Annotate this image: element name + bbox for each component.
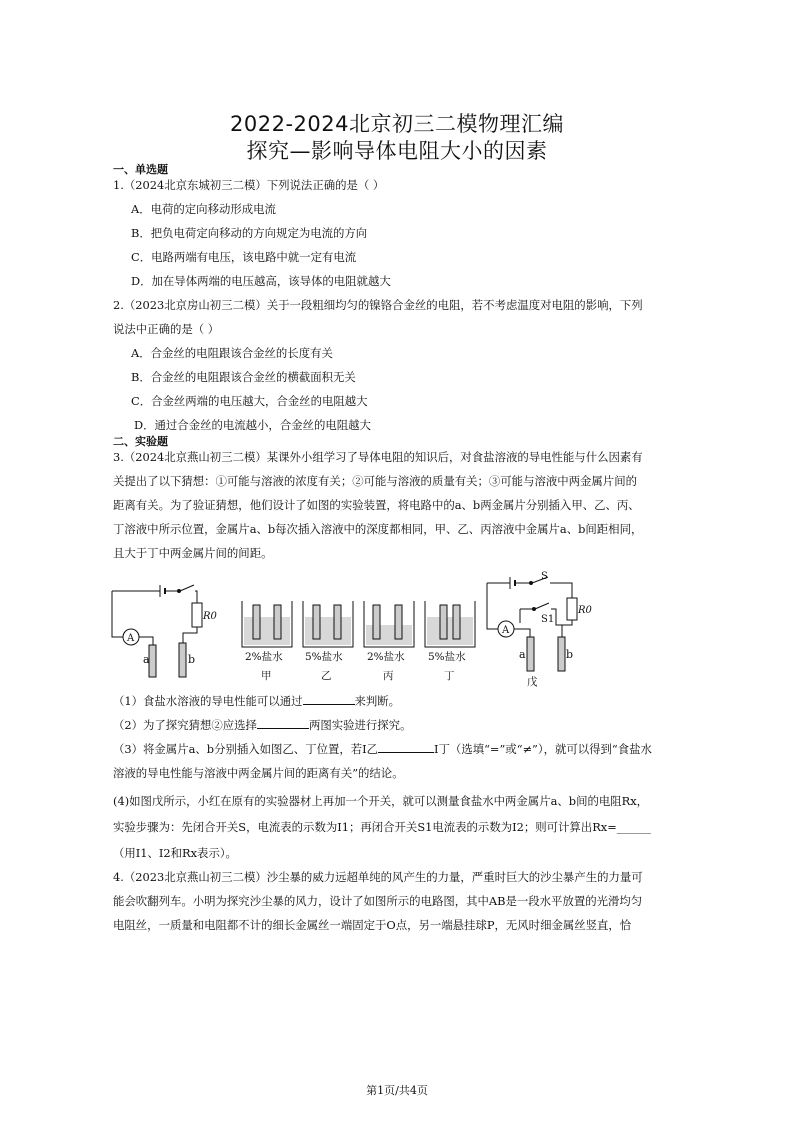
question-4-text-line1: 4.（2023北京燕山初三二模）沙尘暴的威力远超单纯的风产生的力量，严重时巨大的沙尘暴产生的力量可 [113, 870, 643, 884]
beaker-jia [242, 601, 292, 647]
circuit5-s-label: S [541, 571, 548, 582]
question-2-stem-line1: 2.（2023北京房山初三二模）关于一段粗细均匀的镍铬合金丝的电阻，若不考虑温度对电阻的影响，下列 [113, 298, 643, 312]
beaker-jia-concentration: 2%盐水 [245, 651, 283, 663]
question-3-sub3-line1 [113, 742, 652, 757]
circuit5-ammeter-label: A [502, 625, 510, 636]
question-3-text-line3: 距离有关。为了验证猜想，他们设计了如图的实验装置，将电路中的a、b两金属片分别插入甲、乙、丙、 [113, 498, 640, 512]
question-4-text-line2: 能会吹翻列车。小明为探究沙尘暴的风力，设计了如图所示的电路图，其中AB是一段水平放置的光滑均匀 [113, 894, 643, 908]
question-2-option-a: A．合金丝的电阻跟该合金丝的长度有关 [131, 346, 333, 360]
beaker-jia-name: 甲 [261, 670, 272, 682]
sub2-text-a: （2）为了探究猜想②应选择 [113, 718, 257, 732]
beaker-ding-concentration: 5%盐水 [428, 651, 466, 663]
question-3-sub1 [113, 694, 400, 709]
sub1-text-a: （1）食盐水溶液的导电性能可以通过 [113, 694, 303, 708]
beaker-yi-concentration: 5%盐水 [305, 651, 343, 663]
sub3-text-b: I丁（选填“=”或“≠”），就可以得到“食盐水 [434, 742, 652, 756]
beaker-bing-name: 丙 [383, 670, 394, 682]
circuit5-r0-label: R0 [578, 605, 592, 616]
beaker-ding [425, 601, 475, 647]
answer-blank-1[interactable] [303, 694, 355, 705]
beaker-yi-name: 乙 [321, 670, 332, 682]
question-4-text-line3: 电阻丝，一质量和电阻都不计的细长金属丝一端固定于O点，另一端悬挂球P，无风时细金属丝竖直，恰 [113, 918, 632, 932]
beaker-yi [303, 601, 353, 647]
question-3-sub4-line1: (4)如图戊所示，小红在原有的实验器材上再加一个开关，就可以测量食盐水中两金属片a、b间的电阻Rx， [113, 794, 649, 808]
question-2-stem-line2: 说法中正确的是（ ） [113, 322, 220, 336]
circuit1-r0-label: R0 [203, 611, 217, 622]
document-subtitle: 探究—影响导体电阻大小的因素 [246, 139, 548, 163]
beaker-bing-concentration: 2%盐水 [367, 651, 405, 663]
circuit5-name: 戊 [527, 676, 538, 688]
section-heading-single-choice: 一、单选题 [113, 163, 168, 176]
sub2-text-b: 两图实验进行探究。 [308, 718, 412, 732]
question-3-text-line2: 关提出了以下猜想：①可能与溶液的浓度有关；②可能与溶液的质量有关；③可能与溶液中两金属片间的 [113, 474, 637, 488]
question-1-stem: 1.（2024北京东城初三二模）下列说法正确的是（ ） [113, 178, 385, 192]
circuit5-b-label: b [566, 648, 574, 661]
circuit5-a-label: a [519, 648, 526, 661]
circuit5-s1-label: S1 [541, 614, 555, 625]
beaker-ding-name: 丁 [444, 670, 455, 682]
section-heading-experiment: 二、实验题 [113, 435, 168, 448]
page-footer: 第1页/共4页 [366, 1084, 428, 1097]
question-2-option-d: D．通过合金丝的电流越小，合金丝的电阻越大 [134, 418, 371, 432]
document-title: 2022-2024北京初三二模物理汇编 [230, 112, 564, 136]
experiment-figure [0, 565, 794, 695]
question-3-text-line4: 丁溶液中所示位置，金属片a、b每次插入溶液中的深度都相同，甲、乙、丙溶液中金属片a、b间距相同， [113, 522, 643, 536]
sub3-text-a: （3）将金属片a、b分别插入如图乙、丁位置，若I乙 [113, 742, 379, 756]
circuit-diagram-5 [487, 577, 577, 671]
question-1-option-c: C．电路两端有电压，该电路中就一定有电流 [131, 250, 357, 264]
question-1-option-d: D．加在导体两端的电压越高，该导体的电阻就越大 [131, 274, 391, 288]
question-2-option-c: C．合金丝两端的电压越大，合金丝的电阻越大 [131, 394, 368, 408]
question-2-option-b: B．合金丝的电阻跟该合金丝的横截面积无关 [131, 370, 356, 384]
question-3-text-line1: 3.（2024北京燕山初三二模）某课外小组学习了导体电阻的知识后，对食盐溶液的导电性能与什么因素有 [113, 450, 643, 464]
question-3-sub4-line3: （用I1、I2和Rx表示）。 [113, 846, 237, 860]
question-1-option-b: B．把负电荷定向移动的方向规定为电流的方向 [131, 226, 368, 240]
question-3-sub3-line2: 溶液的导电性能与溶液中两金属片间的距离有关”的结论。 [113, 766, 404, 780]
circuit1-b-label: b [188, 653, 196, 666]
answer-blank-3[interactable] [378, 742, 434, 753]
circuit1-ammeter-label: A [127, 633, 135, 644]
sub1-text-b: 来判断。 [354, 694, 401, 708]
answer-blank-2[interactable] [257, 718, 309, 729]
question-3-sub4-line2: 实验步骤为：先闭合开关S，电流表的示数为I1；再闭合开关S1电流表的示数为I2；则可计算出Rx=______ [113, 820, 651, 834]
circuit1-a-label: a [143, 653, 150, 666]
question-3-sub2 [113, 718, 411, 733]
question-3-text-line5: 且大于丁中两金属片间的间距。 [113, 546, 273, 560]
beaker-bing [364, 601, 414, 647]
question-1-option-a: A．电荷的定向移动形成电流 [131, 202, 276, 216]
